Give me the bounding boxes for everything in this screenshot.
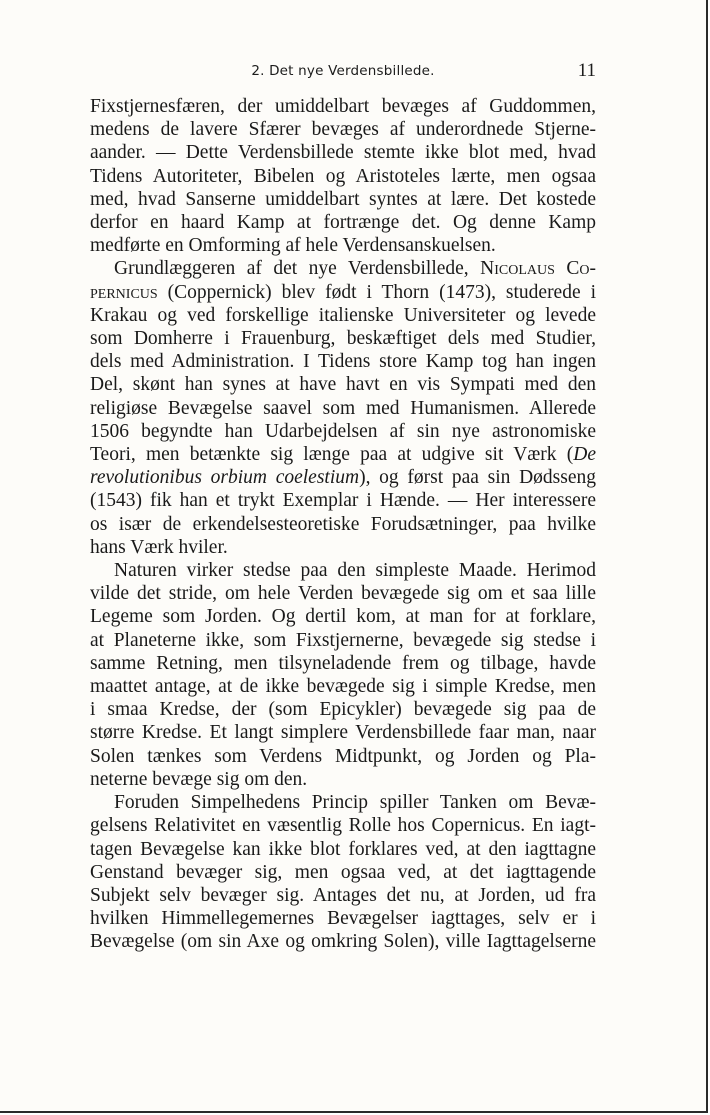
running-title: 2. Det nye Verdensbillede. [251, 63, 435, 79]
text-run: (Coppernick) blev født i Thorn (1473), studerede i [157, 281, 596, 303]
text-line: maattet antage, at de ikke bevægede sig i simple Kredse, men [90, 676, 596, 698]
text-line: derfor en haard Kamp at fortrænge det. Og denne Kamp [90, 212, 596, 234]
book-title-italic: De [573, 444, 596, 466]
text-line: med, hvad Sanserne umiddelbart syntes at lære. Det kostede [90, 188, 596, 210]
text-line: aander. — Dette Verdensbillede stemte ikke blot med, hvad [90, 142, 596, 164]
paragraph-3 [90, 559, 596, 791]
text-line: Bevægelse (om sin Axe og omkring Solen), ville Iagttagelserne [90, 931, 596, 953]
text-line: Legeme som Jorden. Og dertil kom, at man for at forklare, [90, 606, 596, 628]
paragraph-4 [90, 791, 596, 953]
text-line: større Kredse. Et langt simplere Verdensbillede faar man, naar [90, 722, 596, 744]
text-line: som Domherre i Frauenburg, beskæftiget dels med Studier, [90, 328, 596, 350]
text-line: Subjekt selv bevæger sig. Antages det nu, at Jorden, ud fra [90, 884, 596, 906]
text-run: Grundlæggeren af det nye Verdensbillede, [114, 258, 481, 280]
text-line: medførte en Omforming af hele Verdensanskuelsen. [90, 235, 496, 257]
author-name-small-caps: Nicolaus Co- [480, 258, 596, 280]
text-line: dels med Administration. I Tidens store Kamp tog han ingen [90, 351, 596, 373]
text-line: Genstand bevæger sig, men ogsaa ved, at det iagttagende [90, 861, 596, 883]
text-line: medens de lavere Sfærer bevæges af underordnede Stjerne- [90, 119, 596, 141]
text-line: religiøse Bevægelse saavel som med Humanismen. Allerede [90, 397, 596, 419]
text-line: at Planeterne ikke, som Fixstjernerne, bevægede sig stedse i [90, 629, 596, 651]
text-line [90, 281, 596, 304]
text-line: neterne bevæge sig om den. [90, 768, 308, 790]
body-text [90, 95, 596, 954]
paragraph-1 [90, 95, 596, 257]
text-line: Krakau og ved forskellige italienske Universiteter og levede [90, 304, 596, 326]
text-line: Fixstjernesfæren, der umiddelbart bevæges af Guddommen, [90, 96, 596, 117]
text-line [90, 466, 596, 489]
running-head [90, 60, 596, 86]
book-title-italic: revolutionibus orbium coelestium [90, 467, 360, 489]
paragraph-2 [90, 257, 596, 559]
text-line: Tidens Autoriteter, Bibelen og Aristoteles lærte, men ogsaa [90, 165, 596, 187]
text-line: os især de erkendelsesteoretiske Forudsætninger, paa hvilke [90, 513, 596, 535]
text-run: Teori, men betænkte sig længe paa at udgive sit Værk ( [90, 444, 574, 466]
text-line: i smaa Kredse, der (som Epicykler) bevægede sig paa de [90, 699, 596, 721]
text-line: Del, skønt han synes at have havt en vis Sympati med den [90, 374, 596, 396]
text-line: hvilken Himmellegemernes Bevægelser iagttages, selv er i [90, 908, 596, 930]
text-line: (1543) fik han et trykt Exemplar i Hænde. — Her interessere [90, 490, 596, 512]
text-line: Foruden Simpelhedens Princip spiller Tanken om Bevæ- [114, 792, 596, 814]
text-line: 1506 begyndte han Udarbejdelsen af sin nye astronomiske [90, 420, 596, 442]
text-line: tagen Bevægelse kan ikke blot forklares ved, at den iagttagne [90, 838, 596, 860]
text-line: Naturen virker stedse paa den simpleste Maade. Herimod [114, 560, 596, 582]
text-line [90, 443, 596, 466]
text-line: vilde det stride, om hele Verden bevægede sig om et saa lille [90, 583, 596, 605]
text-line: Solen tænkes som Verdens Midtpunkt, og Jorden og Pla- [90, 745, 596, 767]
text-line: hans Værk hviler. [90, 536, 228, 558]
text-line: gelsens Relativitet en væsentlig Rolle hos Copernicus. En iagt- [90, 815, 596, 837]
text-line [90, 257, 596, 280]
author-name-small-caps: pernicus [90, 281, 158, 303]
text-line: samme Retning, men tilsyneladende frem og tilbage, havde [90, 652, 596, 674]
text-run: ), og først paa sin Dødsseng [359, 467, 596, 489]
page-number: 11 [577, 60, 596, 81]
